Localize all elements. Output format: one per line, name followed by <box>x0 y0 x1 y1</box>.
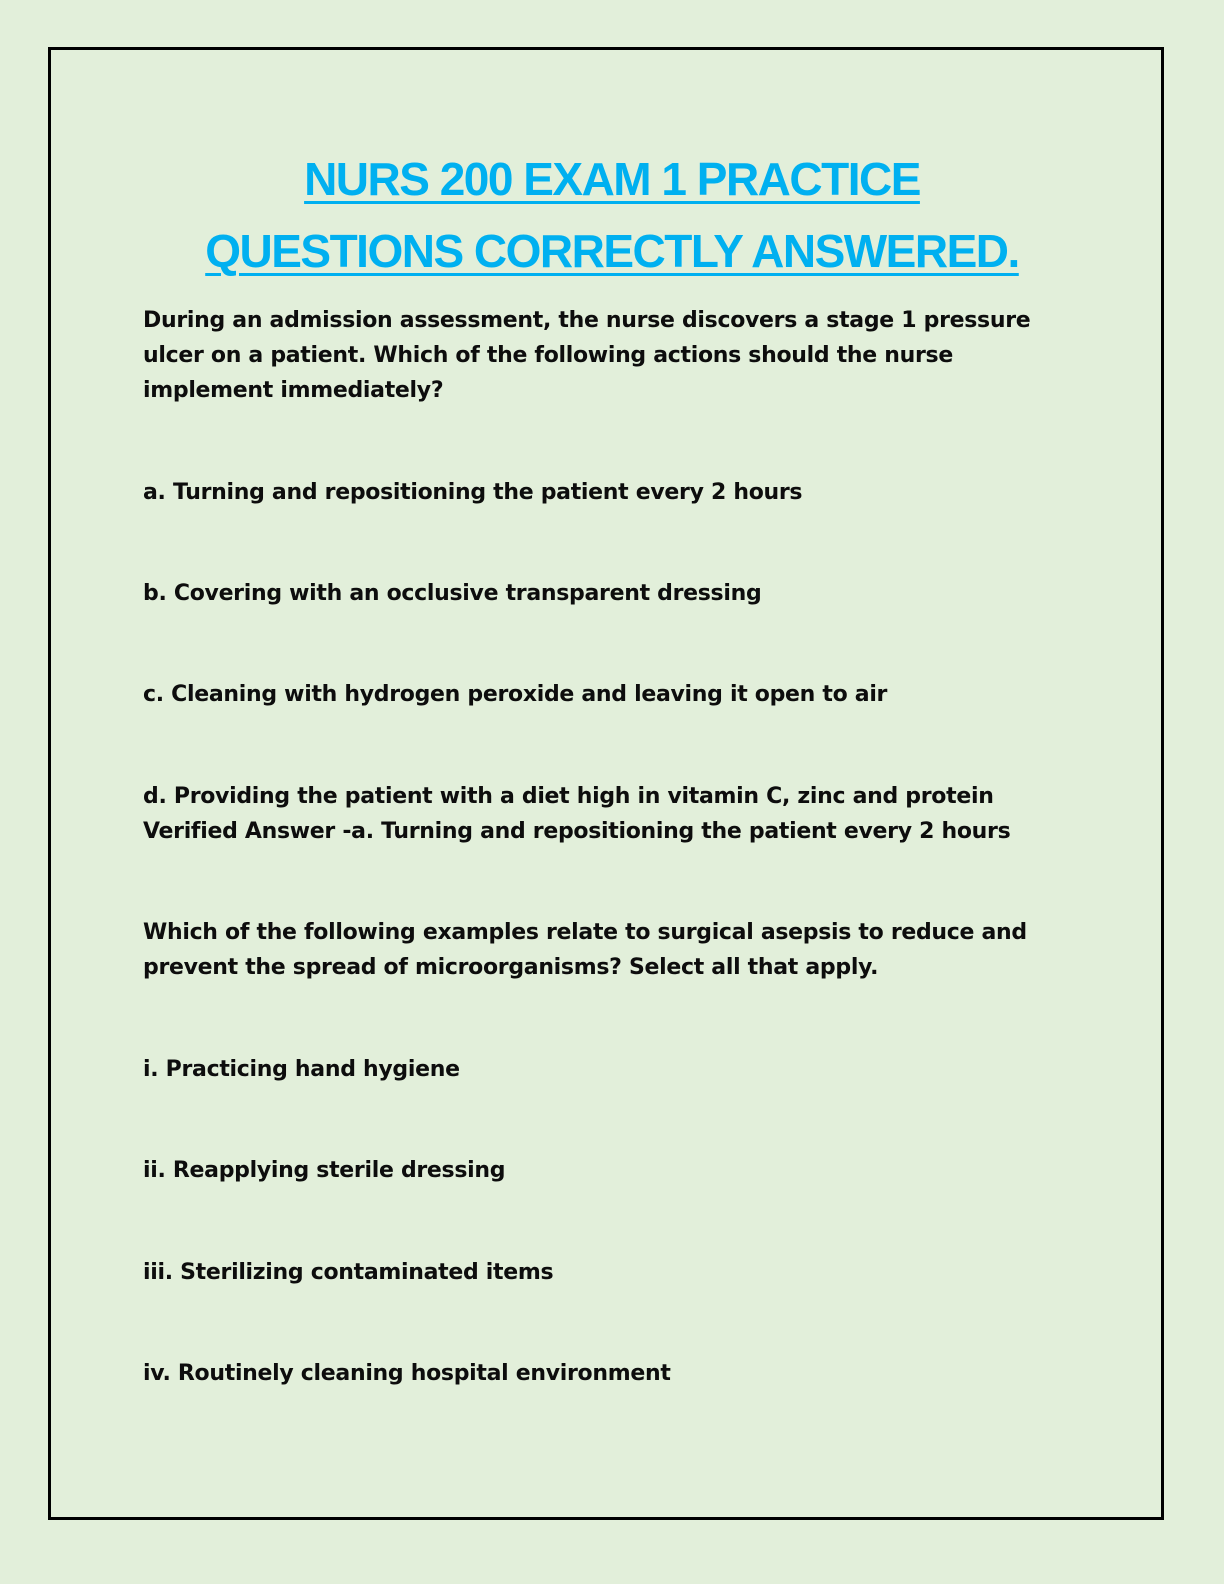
question-1-stem-line-1: During an admission assessment, the nurse discovers a stage 1 pressure <box>143 308 1031 333</box>
question-2-option-iv: iv. Routinely cleaning hospital environment <box>143 1361 671 1386</box>
question-1-verified-answer: Verified Answer -a. Turning and repositioning the patient every 2 hours <box>143 819 1011 844</box>
document-title-line-2: QUESTIONS CORRECTLY ANSWERED. <box>205 225 1019 277</box>
question-1-option-b: b. Covering with an occlusive transparent dressing <box>143 581 762 606</box>
question-1-stem-line-3: implement immediately? <box>143 378 444 403</box>
document-title-line-1: NURS 200 EXAM 1 PRACTICE <box>304 153 920 205</box>
question-2-option-i: i. Practicing hand hygiene <box>143 1057 460 1082</box>
question-1-option-a: a. Turning and repositioning the patient every 2 hours <box>143 480 803 505</box>
question-2-option-iii: iii. Sterilizing contaminated items <box>143 1260 554 1285</box>
question-2-option-ii: ii. Reapplying sterile dressing <box>143 1158 506 1183</box>
question-1-option-d: d. Providing the patient with a diet high in vitamin C, zinc and protein <box>143 784 994 809</box>
question-2-stem-line-1: Which of the following examples relate to surgical asepsis to reduce and <box>143 920 1027 945</box>
question-2-stem-line-2: prevent the spread of microorganisms? Select all that apply. <box>143 955 879 980</box>
question-1-stem-line-2: ulcer on a patient. Which of the following actions should the nurse <box>143 343 953 368</box>
question-1-option-c: c. Cleaning with hydrogen peroxide and leaving it open to air <box>143 682 888 707</box>
